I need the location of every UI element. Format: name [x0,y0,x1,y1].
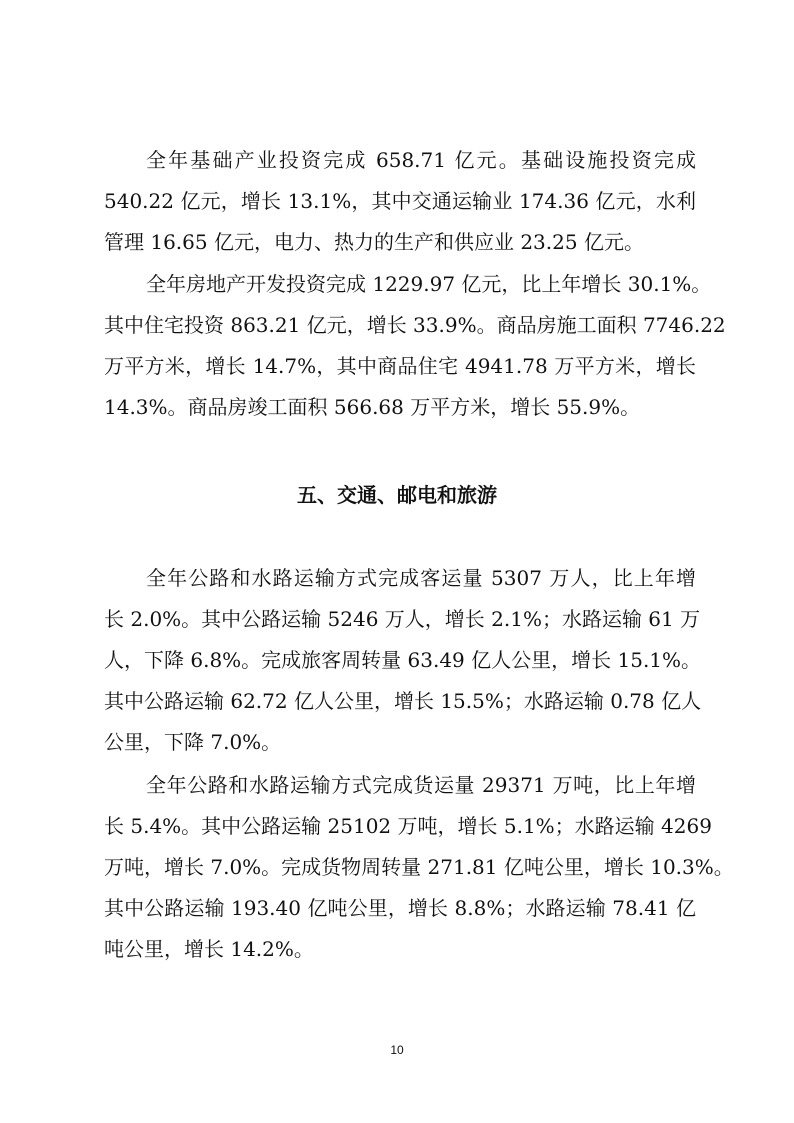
paragraph-infrastructure-investment [104,140,696,263]
text-line: 管理 16.65 亿元，电力、热力的生产和供应业 23.25 亿元。 [104,230,644,254]
paragraph-freight-transport [104,765,734,970]
text-line: 全年基础产业投资完成 658.71 亿元。基础设施投资完成 [146,148,696,172]
text-line: 540.22 亿元，增长 13.1%，其中交通运输业 174.36 亿元，水利 [104,189,696,213]
text-line: 全年房地产开发投资完成 1229.97 亿元，比上年增长 30.1%。 [146,272,712,296]
paragraph-real-estate-investment [104,264,726,428]
text-line: 长 5.4%。其中公路运输 25102 万吨，增长 5.1%；水路运输 4269 [104,814,712,838]
text-line: 公里，下降 7.0%。 [104,730,282,754]
text-line: 万吨，增长 7.0%。完成货物周转量 271.81 亿吨公里，增长 10.3%。 [104,855,734,879]
text-line: 万平方米，增长 14.7%，其中商品住宅 4941.78 万平方米，增长 [104,354,696,378]
page-number: 10 [390,1043,404,1057]
text-line: 14.3%。商品房竣工面积 566.68 万平方米，增长 55.9%。 [104,395,641,419]
text-line: 其中公路运输 193.40 亿吨公里，增长 8.8%；水路运输 78.41 亿 [104,896,696,920]
text-line: 其中公路运输 62.72 亿人公里，增长 15.5%；水路运输 0.78 亿人 [104,689,702,713]
text-line: 全年公路和水路运输方式完成客运量 5307 万人，比上年增 [146,566,696,590]
text-line: 长 2.0%。其中公路运输 5246 万人，增长 2.1%；水路运输 61 万 [104,607,701,631]
text-line: 全年公路和水路运输方式完成货运量 29371 万吨，比上年增 [146,773,696,797]
text-line: 人，下降 6.8%。完成旅客周转量 63.49 亿人公里，增长 15.1%。 [104,648,702,672]
section-heading: 五、交通、邮电和旅游 [297,483,497,507]
text-line: 其中住宅投资 863.21 亿元，增长 33.9%。商品房施工面积 7746.22 [104,313,726,337]
text-line: 吨公里，增长 14.2%。 [104,937,314,961]
paragraph-passenger-transport [104,558,702,763]
